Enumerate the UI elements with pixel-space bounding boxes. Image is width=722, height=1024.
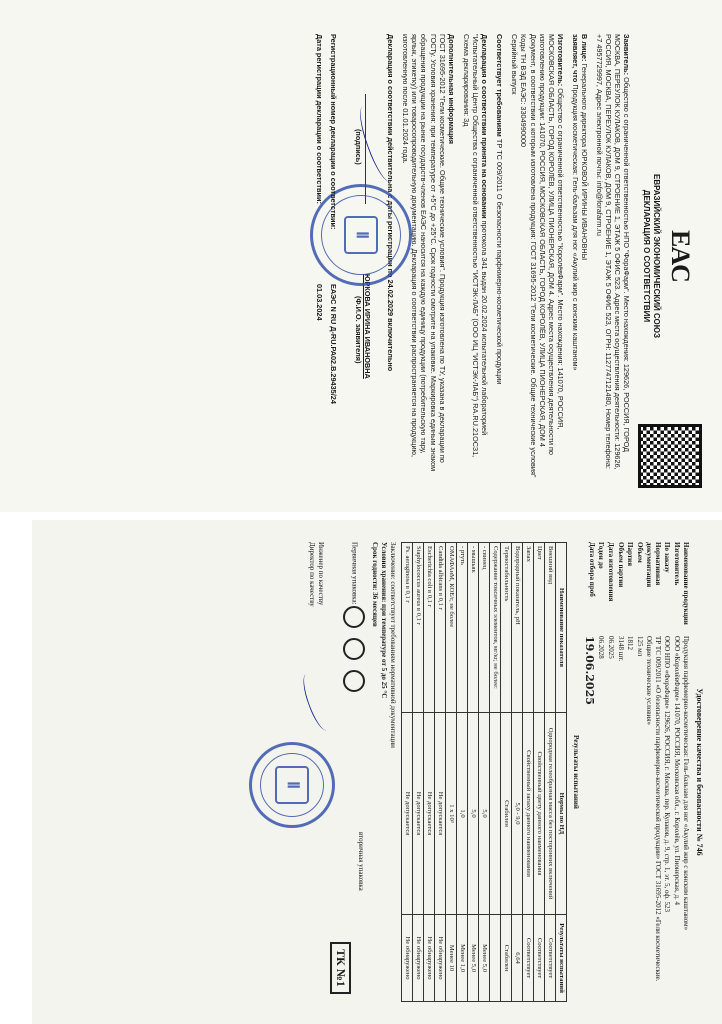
certificate-content bbox=[32, 520, 722, 1024]
detail-key: Нормативная документация bbox=[645, 542, 662, 588]
conclusion: Заключение: соответствует требованиям нормативной документации bbox=[388, 542, 397, 748]
table-cell: Не обнаружено bbox=[412, 915, 423, 1002]
validity-label: Декларация о соответствии действительна с даты регистрации по bbox=[386, 34, 396, 278]
table-cell: Не допускается bbox=[423, 712, 434, 914]
table-cell: Менее 5,0 bbox=[467, 915, 478, 1002]
table-cell bbox=[489, 915, 500, 1002]
detail-key: Объем bbox=[635, 542, 644, 563]
conforms-text: ТР ТС 009/2011 О безопасности парфюмерно-косметической продукции bbox=[495, 138, 505, 385]
table-cell: Цвет bbox=[533, 543, 544, 713]
analysis-date: 19.06.2025 bbox=[582, 636, 596, 705]
table-cell: Соответствует bbox=[522, 915, 533, 1002]
qr-code bbox=[638, 424, 702, 488]
table-cell: Стабилен bbox=[500, 915, 511, 1002]
basis-label: Декларация о соответствии принята на основании bbox=[480, 34, 490, 219]
table-row bbox=[489, 543, 500, 1002]
signer-name: ЮРКОВА ИРИНА ИВАНОВНА bbox=[362, 274, 372, 379]
table-cell: Термостабильность bbox=[500, 543, 511, 713]
table-header: Нормы по НД bbox=[555, 712, 566, 914]
tnved-code: Коды ТН ВЭД ЕАЭС: 3304990000 bbox=[519, 34, 529, 147]
table-cell: Стабилен bbox=[500, 712, 511, 914]
company-stamp: Ⅱ bbox=[310, 184, 412, 286]
storage: Условия хранения: при температуре от 5 до 25 °С bbox=[380, 542, 388, 699]
table-cell: Водородный показатель, pH bbox=[511, 543, 522, 713]
table-cell: Менее 5,0 bbox=[478, 915, 489, 1002]
signer-caption: (Ф.И.О. заявителя) bbox=[353, 296, 363, 364]
table-cell: Escherichia coli в 0,1 г bbox=[423, 543, 434, 713]
engineer-label: Инженер по качеству bbox=[316, 542, 325, 606]
claims-text: Продукция косметическая: Гель-бальзам для ног «Акулий жир с конским каштаном» bbox=[570, 84, 580, 371]
table-row bbox=[434, 543, 445, 1002]
cert-title: Удостоверение качества и безопасности № 746 bbox=[695, 688, 704, 856]
cert-details bbox=[583, 542, 691, 1002]
recycle-icon bbox=[343, 606, 365, 628]
table-row bbox=[445, 543, 456, 1002]
table-cell: - ртуть bbox=[456, 543, 467, 713]
table-cell: Не обнаружено bbox=[401, 915, 412, 1002]
detail-value: 06.2025 bbox=[607, 636, 615, 659]
table-cell: 5,0 bbox=[478, 712, 489, 914]
table-row bbox=[401, 543, 412, 1002]
table-cell: Не допускается bbox=[412, 712, 423, 914]
reg-label: Регистрационный номер декларации о соответствии: bbox=[328, 34, 338, 230]
table-cell: Менее 1,0 bbox=[456, 915, 467, 1002]
eac-logo: EAC bbox=[666, 230, 695, 282]
person-text: Генерального директора ЮРКОВОЙ ИРИНЫ ИВАНОВНЫ bbox=[580, 63, 590, 261]
table-row bbox=[478, 543, 489, 1002]
shelf-life: Срок годности: 36 месяцев bbox=[371, 542, 380, 627]
table-cell bbox=[489, 712, 500, 914]
table-cell: 6,64 bbox=[511, 915, 522, 1002]
results-title: Результаты испытаний bbox=[571, 735, 580, 809]
table-row bbox=[544, 543, 555, 1002]
detail-key: Объем партии bbox=[616, 542, 625, 588]
union-title: ЕВРАЗИЙСКИЙ ЭКОНОМИЧЕСКИЙ СОЮЗ bbox=[652, 173, 662, 339]
conforms-label: Соответствует требованиям bbox=[495, 34, 505, 137]
detail-key: Годен до bbox=[597, 542, 606, 569]
detail-value: ТР ТС 009/2011 «О безопасности парфюмерно-косметической продукции» ГОСТ 31695-2012 «Гели косметические. Общие технические условия» bbox=[645, 636, 662, 982]
claims-label: заявляет, что bbox=[570, 34, 580, 83]
applicant-text: Общество с ограниченной ответственностью НПО "ФораФарм". Место нахождения: 129626, РОССИЯ, ГОРОД МОСКВА, ПЕРЕУЛОК КУЛАКОВ, ДОМ 9, СТРОЕНИЕ 1, ЭТАЖ 5 ОФИС 523. Адрес места осуществления деятельности: 129626, РОССИЯ, МОСКВА, ПЕРЕУЛОК КУЛАКОВ, ДОМ 9, СТРОЕНИЕ 1, ЭТАЖ 5 ОФИС 523, ОГРН: 1127747121480, Номер телефона: +7 4957729997, Адрес электронной почты: info@forafarm.ru bbox=[595, 34, 632, 470]
detail-key: Партия bbox=[626, 542, 635, 567]
applicant-label: Заявитель: bbox=[622, 34, 632, 76]
table-cell: - свинец bbox=[478, 543, 489, 713]
detail-value: 06.2028 bbox=[597, 636, 606, 659]
doc-title: ДЕКЛАРАЦИЯ О СООТВЕТСТВИИ bbox=[642, 189, 652, 323]
detail-key: Изготовитель bbox=[672, 542, 681, 586]
table-cell: Содержание токсичных элементов, мг/кг, не более: bbox=[489, 543, 500, 713]
table-row bbox=[533, 543, 544, 1002]
additional-text: ГОСТ 31695-2012 "Гели косметические. Общие технические условия". Продукция изготовлена по ТУ, указана в декларации по ГОСТу. Условия хранения: при температуре от +5°С до +25°С. Срок годности смотрите на упаковке. Маркировка единым знаком обращения продукции на рынке государств-членов ЕАЭС наносится на каждую единицу продукции (потребительскую тару, ярлык, этикетку) или товаросопроводительную документацию. Декларация о соответствии распространяется на продукцию, изготовленную после 01.01.2024 года. bbox=[401, 34, 447, 472]
table-row bbox=[467, 543, 478, 1002]
signature-caption: (подпись) bbox=[353, 129, 363, 165]
manufacturer-text: Общество с ограниченной ответственностью "КоролёвФарм". Место нахождения: 141070, РОССИЯ, МОСКОВСКАЯ ОБЛАСТЬ, ГОРОД КОРОЛЁВ, УЛИЦА ПИОНЕРСКАЯ, ДОМ 4. Адрес места осуществления деятельности по изготовлению продукции: 141070, РОССИЯ, МОСКОВСКАЯ ОБЛАСТЬ, ГОРОД КОРОЛЁВ, УЛИЦА ПИОНЕРСКАЯ, ДОМ 4 Документ, в соответствии с которым изготовлена продукция: ГОСТ 31695-2012 "Гели косметические. Общие технические условия" bbox=[528, 34, 565, 478]
date-label: Дата регистрации декларации о соответствии: bbox=[314, 34, 324, 204]
detail-value: 125 мл bbox=[635, 636, 644, 657]
table-cell: Candida albicans в 0,1 г bbox=[434, 543, 445, 713]
table-cell: Не допускается bbox=[434, 712, 445, 914]
additional-label: Дополнительная информация bbox=[446, 34, 456, 145]
tk-stamp: ТК №1 bbox=[330, 942, 351, 994]
table-cell: Соответствует bbox=[533, 915, 544, 1002]
table-cell: Однородная гелеобразная масса без посторонних включений bbox=[544, 712, 555, 914]
table-cell: 5,0 bbox=[467, 712, 478, 914]
table-cell: Менее 10 bbox=[445, 915, 456, 1002]
detail-key: Дата изготовления bbox=[607, 542, 615, 602]
serial-release: Серийный выпуск bbox=[510, 34, 520, 95]
manufacturer-label: Изготовитель: bbox=[555, 34, 565, 87]
detail-value: ООО «КоролёвФарм» 141070, РОССИЯ, Московская обл., г. Королёв, ул. Пионерская, д. 4 bbox=[672, 636, 681, 906]
recycle-icon bbox=[343, 638, 365, 660]
validity-date: 24.02.2029 включительно bbox=[386, 279, 396, 372]
certificate-page bbox=[32, 520, 722, 1024]
table-cell: Запах bbox=[522, 543, 533, 713]
secondary-pack-label: вторичная упаковка bbox=[356, 832, 365, 891]
primary-pack-label: Первичная упаковка: bbox=[350, 542, 359, 605]
table-row bbox=[511, 543, 522, 1002]
results-table bbox=[401, 542, 567, 1002]
table-cell: Не обнаружено bbox=[434, 915, 445, 1002]
table-cell: - мышьяк bbox=[467, 543, 478, 713]
reg-date: 01.03.2024 bbox=[314, 284, 324, 321]
detail-value: Продукция парфюмерно-косметическая: Гель-бальзам для ног «Акулий жир с конским каштаном» bbox=[682, 636, 691, 931]
table-row bbox=[456, 543, 467, 1002]
person-label: В лице: bbox=[580, 34, 590, 62]
table-cell: Не допускается bbox=[401, 712, 412, 914]
table-cell: Свойственный цвету данного наименования bbox=[533, 712, 544, 914]
basis-text: протокола 341 выдан 20.02.2024 испытательной лабораторией "Испытательный Центр Общества с ограниченной ответственностью "ИСТЭК-ЛАБ" (ООО ИЦ "ИСТЭК-ЛАБ") RA.RU.21ОС31, Схема декларирования: 3д bbox=[461, 34, 490, 458]
table-cell: Свойственный запаху данного наименования bbox=[522, 712, 533, 914]
detail-key: Наименование продукции bbox=[682, 542, 691, 625]
detail-value: 3148 шт. bbox=[616, 636, 625, 662]
table-row bbox=[412, 543, 423, 1002]
detail-key: По заказу bbox=[663, 542, 672, 573]
table-cell: Staphylococcus aureus в 0,1 г bbox=[412, 543, 423, 713]
table-header: Результаты испытаний bbox=[555, 915, 566, 1002]
table-cell: 5,0 - 9,0 bbox=[511, 712, 522, 914]
table-cell: 1 х 10³ bbox=[445, 712, 456, 914]
detail-value: 1812 bbox=[626, 636, 635, 650]
table-cell: 1,0 bbox=[456, 712, 467, 914]
table-cell: ОМАФАнМ, КОЕ/г, не более bbox=[445, 543, 456, 713]
table-cell: Соответствует bbox=[544, 915, 555, 1002]
table-row bbox=[522, 543, 533, 1002]
table-row bbox=[423, 543, 434, 1002]
analysis-date-label: Дата отбора проб bbox=[587, 542, 596, 597]
company-stamp: Ⅱ bbox=[249, 742, 335, 828]
reg-number: ЕАЭС N RU Д-RU.РА02.В.29435/24 bbox=[328, 284, 338, 404]
table-row bbox=[500, 543, 511, 1002]
table-cell: Не обнаружено bbox=[423, 915, 434, 1002]
table-header: Наименование показателя bbox=[555, 543, 566, 713]
detail-value: ООО НПО «ФораФарм» 129626, РОССИЯ, г. Москва, пер. Кулаков, д. 9, стр. 1, эт. 5, оф. 523 bbox=[663, 636, 672, 913]
table-cell: Внешний вид bbox=[544, 543, 555, 713]
table-cell: Ps. aeruginosa в 0,1 г bbox=[401, 543, 412, 713]
recycle-icon bbox=[343, 670, 365, 692]
director-label: Директор по качеству bbox=[308, 542, 317, 607]
